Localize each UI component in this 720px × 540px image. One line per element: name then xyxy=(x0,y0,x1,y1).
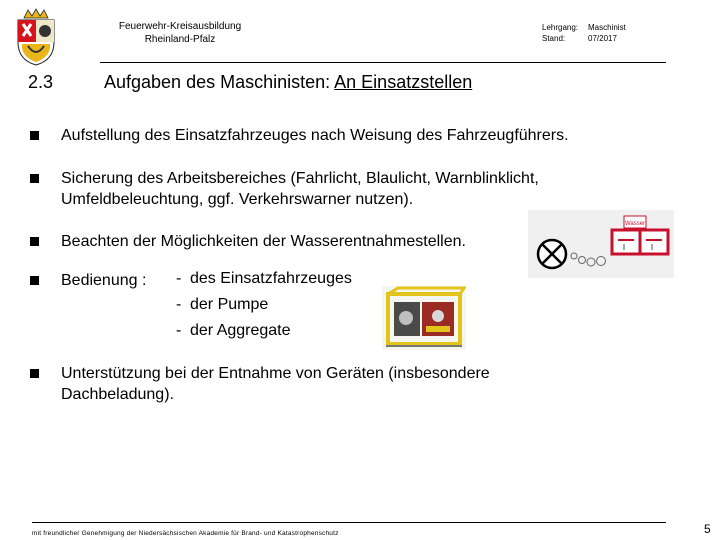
operation-item: - der Pumpe xyxy=(176,296,269,313)
operation-item-label: des Einsatzfahrzeuges xyxy=(190,270,352,287)
hydrant-signs-icon xyxy=(528,210,674,278)
header-divider xyxy=(100,62,666,63)
course-value: Maschinist xyxy=(588,23,626,32)
bullet-square xyxy=(30,237,39,246)
bullet-text-1: Aufstellung des Einsatzfahrzeuges nach Weisung des Fahrzeugführers. xyxy=(61,127,569,144)
footer-credit: mit freundlicher Genehmigung der Niedersächsischen Akademie für Brand- und Katastrophenschutz xyxy=(32,530,339,537)
bullet-square xyxy=(30,131,39,140)
bullet-square xyxy=(30,276,39,285)
slide-title xyxy=(104,72,472,93)
status-value: 07/2017 xyxy=(588,34,617,43)
bullet-square xyxy=(30,369,39,378)
sign-label: Wasser xyxy=(624,221,646,227)
bullet-text-5 xyxy=(61,363,490,405)
bullet-text-3: Beachten der Möglichkeiten der Wasserentnahmestellen. xyxy=(61,233,466,250)
operation-list xyxy=(176,266,352,344)
status-label: Stand: xyxy=(542,34,566,43)
power-generator-icon xyxy=(382,286,466,350)
operation-item-label: der Aggregate xyxy=(190,322,291,339)
organization-name-line2: Rheinland-Pfalz xyxy=(144,34,216,45)
bullet-text-5-line1: Unterstützung bei der Entnahme von Geräten (insbesondere xyxy=(61,365,490,382)
slide-title-prefix: Aufgaben des Maschinisten: xyxy=(104,72,335,92)
organization-name-line1: Feuerwehr-Kreisausbildung xyxy=(118,21,242,32)
operation-item: - der Aggregate xyxy=(176,322,291,339)
page-number: 5 xyxy=(704,522,711,536)
course-label: Lehrgang: xyxy=(542,23,579,32)
slide-title-underlined: An Einsatzstellen xyxy=(334,72,473,92)
operation-item-label: der Pumpe xyxy=(190,296,269,313)
bullet-text-2-line1: Sicherung des Arbeitsbereiches (Fahrlicht, Blaulicht, Warnblinklicht, xyxy=(61,170,539,187)
rheinland-pfalz-crest-icon xyxy=(14,8,58,66)
bullet-text-2-line2: Umfeldbeleuchtung, ggf. Verkehrswarner nutzen). xyxy=(61,191,414,208)
bullet-text-5-line2: Dachbeladung). xyxy=(61,386,174,403)
operation-item: - des Einsatzfahrzeuges xyxy=(176,270,352,287)
section-number: 2.3 xyxy=(28,72,54,92)
bullet-square xyxy=(30,174,39,183)
bullet-label-4: Bedienung : xyxy=(61,272,147,289)
course-info xyxy=(542,22,626,44)
bullet-text-2 xyxy=(61,168,539,210)
organization-header xyxy=(80,20,280,46)
footer-divider xyxy=(32,522,666,523)
